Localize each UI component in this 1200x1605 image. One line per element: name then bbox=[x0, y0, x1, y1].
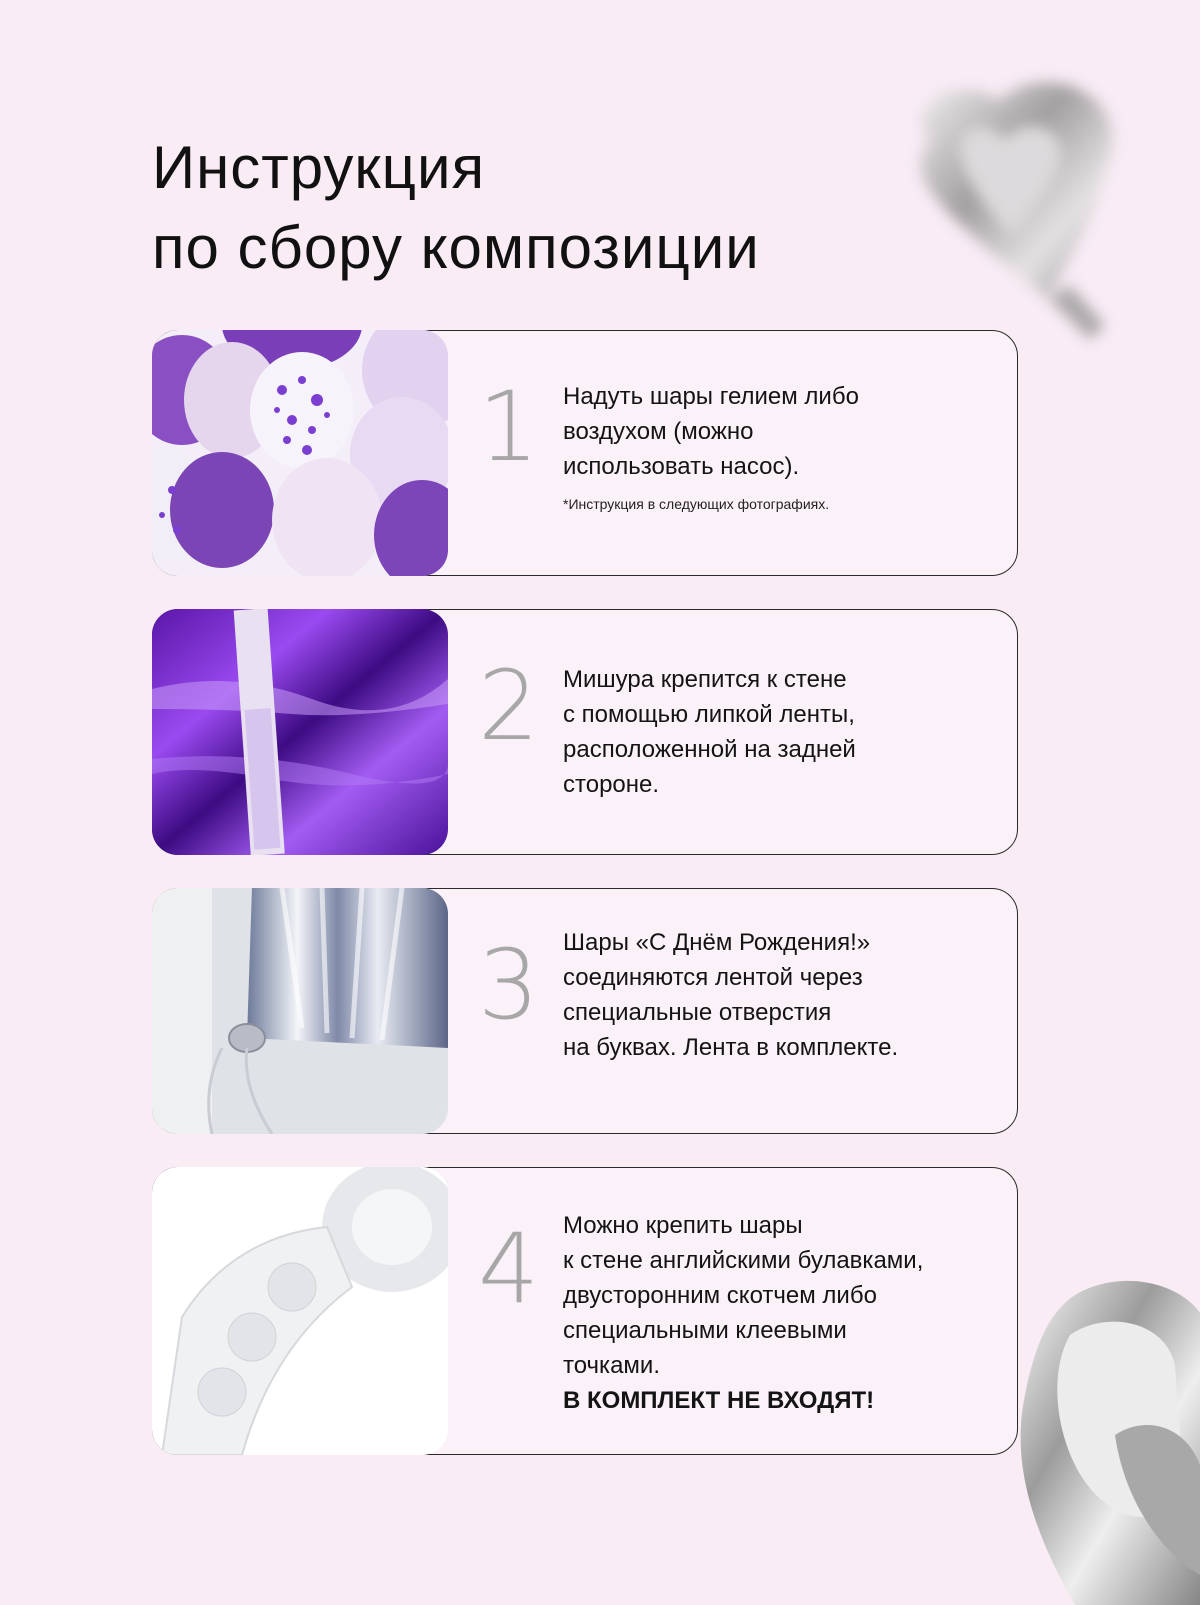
silver-heart-balloon-image bbox=[1015, 1275, 1200, 1605]
step-card-3 bbox=[152, 888, 1018, 1134]
step-text bbox=[563, 662, 1003, 802]
step-text-line: использовать насос). bbox=[563, 453, 800, 480]
step-text bbox=[563, 379, 1003, 514]
step-photo-tinsel bbox=[152, 609, 448, 855]
step-number: 2 bbox=[478, 650, 540, 762]
step-photo-glue-dots bbox=[152, 1167, 448, 1455]
step-text-line: двусторонним скотчем либо bbox=[563, 1282, 877, 1309]
step-text-line: точками. bbox=[563, 1352, 660, 1379]
silver-heart-balloon-image bbox=[890, 70, 1140, 350]
step-text-line: к стене английскими булавками, bbox=[563, 1247, 924, 1274]
step-number: 1 bbox=[478, 371, 540, 483]
step-number: 4 bbox=[478, 1213, 540, 1325]
step-warning: В КОМПЛЕКТ НЕ ВХОДЯТ! bbox=[563, 1387, 875, 1414]
step-text-line: Шары «С Днём Рождения!» bbox=[563, 929, 871, 956]
step-text-line: с помощью липкой ленты, bbox=[563, 701, 855, 728]
step-card-2 bbox=[152, 609, 1018, 855]
step-card-1 bbox=[152, 330, 1018, 576]
step-text bbox=[563, 925, 1003, 1065]
page-title bbox=[152, 128, 760, 288]
step-note: *Инструкция в следующих фотографиях. bbox=[563, 496, 830, 512]
step-text-line: Надуть шары гелием либо bbox=[563, 383, 859, 410]
step-text-line: стороне. bbox=[563, 771, 660, 798]
step-text-line: на буквах. Лента в комплекте. bbox=[563, 1034, 899, 1061]
step-text-line: специальными клеевыми bbox=[563, 1317, 847, 1344]
step-text-line: Можно крепить шары bbox=[563, 1212, 803, 1239]
step-text bbox=[563, 1208, 1003, 1418]
step-photo-foil-letters bbox=[152, 888, 448, 1134]
step-card-4 bbox=[152, 1167, 1018, 1455]
page-title-line: Инструкция bbox=[152, 134, 486, 201]
step-text-line: воздухом (можно bbox=[563, 418, 754, 445]
step-number: 3 bbox=[478, 929, 540, 1041]
step-text-line: расположенной на задней bbox=[563, 736, 856, 763]
step-photo-balloons bbox=[152, 330, 448, 576]
page-title-line: по сбору композиции bbox=[152, 214, 760, 281]
step-text-line: Мишура крепится к стене bbox=[563, 666, 847, 693]
step-text-line: соединяются лентой через bbox=[563, 964, 863, 991]
step-text-line: специальные отверстия bbox=[563, 999, 832, 1026]
